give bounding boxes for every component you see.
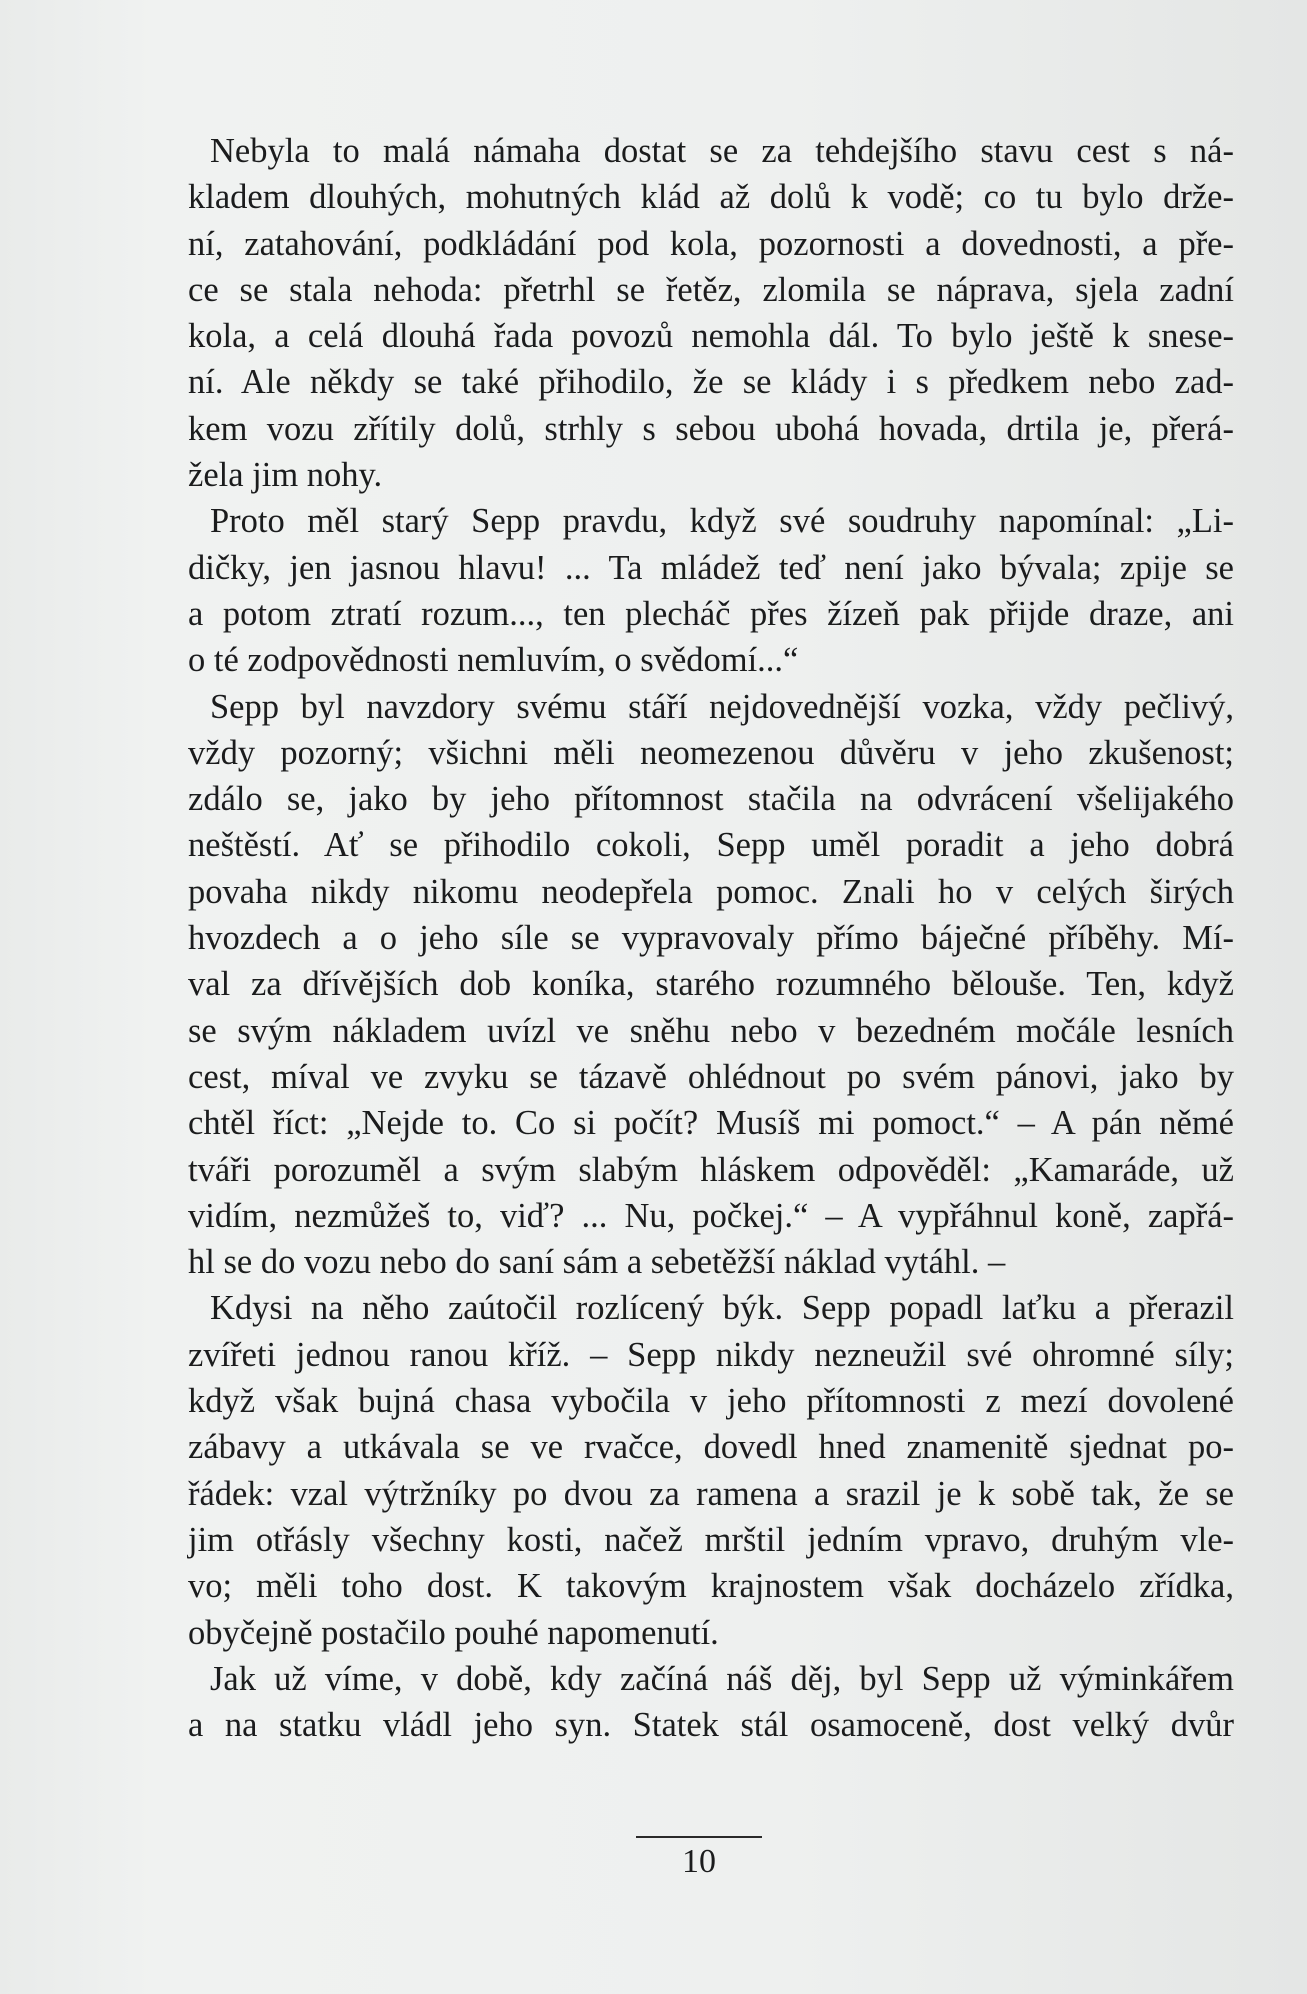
text-line: Proto měl starý Sepp pravdu, když své soudruhy napomínal: „Li-	[210, 502, 1234, 541]
page-number: 10	[682, 1843, 716, 1880]
text-line: se svým nákladem uvízl ve sněhu nebo v bezedném močále lesních	[188, 1011, 1234, 1050]
text-line: neštěstí. Ať se přihodilo cokoli, Sepp uměl poradit a jeho dobrá	[188, 826, 1234, 865]
text-line: o té zodpovědnosti nemluvím, o svědomí...“	[188, 641, 799, 680]
text-line: řádek: vzal výtržníky po dvou za ramena a srazil je k sobě tak, že se	[188, 1474, 1234, 1513]
text-line: Nebyla to malá námaha dostat se za tehdejšího stavu cest s ná-	[210, 132, 1234, 170]
text-line: Sepp byl navzdory svému stáří nejdovednější vozka, vždy pečlivý,	[210, 687, 1234, 726]
text-line: zábavy a utkávala se ve rvačce, dovedl hned znamenitě sjednat po-	[188, 1428, 1234, 1467]
text-line: Jak už víme, v době, kdy začíná náš děj, byl Sepp už výminkářem	[210, 1659, 1234, 1698]
text-line: kola, a celá dlouhá řada povozů nemohla dál. To bylo ještě k snese-	[188, 317, 1234, 356]
text-line: dičky, jen jasnou hlavu! ... Ta mládež teď není jako bývala; zpije se	[188, 548, 1234, 587]
text-line: vo; měli toho dost. K takovým krajnostem však docházelo zřídka,	[188, 1567, 1234, 1606]
body-text	[188, 128, 1234, 1748]
text-line: cest, míval ve zvyku se tázavě ohlédnout po svém pánovi, jako by	[188, 1057, 1234, 1096]
text-line: povaha nikdy nikomu neodepřela pomoc. Znali ho v celých širých	[188, 872, 1234, 911]
text-line: val za dřívějších dob koníka, starého rozumného bělouše. Ten, když	[188, 965, 1234, 1004]
page-footer	[636, 1836, 762, 1882]
text-line: jim otřásly všechny kosti, načež mrštil jedním vpravo, druhým vle-	[188, 1520, 1234, 1559]
text-line: žela jim nohy.	[188, 456, 383, 495]
text-line: ní, zatahování, podkládání pod kola, pozornosti a dovednosti, a pře-	[188, 224, 1234, 263]
text-line: ní. Ale někdy se také přihodilo, že se klády i s předkem nebo zad-	[188, 363, 1234, 402]
text-line: když však bujná chasa vybočila v jeho přítomnosti z mezí dovolené	[188, 1382, 1234, 1421]
footer-rule	[636, 1836, 762, 1838]
text-line: ce se stala nehoda: přetrhl se řetěz, zlomila se náprava, sjela zadní	[188, 270, 1234, 309]
text-line: chtěl říct: „Nejde to. Co si počít? Musíš mi pomoct.“ – A pán němé	[188, 1104, 1234, 1143]
text-line: kladem dlouhých, mohutných klád až dolů k vodě; co tu bylo drže-	[188, 178, 1234, 217]
text-line: vidím, nezmůžeš to, viď? ... Nu, počkej.“ – A vypřáhnul koně, zapřá-	[188, 1196, 1234, 1235]
text-line: obyčejně postačilo pouhé napomenutí.	[188, 1613, 719, 1652]
text-line: Kdysi na něho zaútočil rozlícený býk. Sepp popadl laťku a přerazil	[210, 1289, 1234, 1328]
text-line: vždy pozorný; všichni měli neomezenou důvěru v jeho zkušenost;	[188, 733, 1234, 772]
text-line: hl se do vozu nebo do saní sám a sebetěžší náklad vytáhl. –	[188, 1243, 1006, 1282]
text-line: a potom ztratí rozum..., ten plecháč přes žízeň pak přijde draze, ani	[188, 594, 1234, 633]
text-line: hvozdech a o jeho síle se vypravovaly přímo báječné příběhy. Mí-	[188, 919, 1234, 958]
text-line: zvířeti jednou ranou kříž. – Sepp nikdy nezneužil své ohromné síly;	[188, 1335, 1234, 1374]
text-line: kem vozu zřítily dolů, strhly s sebou ubohá hovada, drtila je, přerá-	[188, 409, 1234, 448]
text-line: a na statku vládl jeho syn. Statek stál osamoceně, dost velký dvůr	[188, 1706, 1234, 1745]
text-line: zdálo se, jako by jeho přítomnost stačila na odvrácení všelijakého	[188, 780, 1234, 819]
text-line: tváři porozuměl a svým slabým hláskem odpověděl: „Kamaráde, už	[188, 1150, 1234, 1189]
